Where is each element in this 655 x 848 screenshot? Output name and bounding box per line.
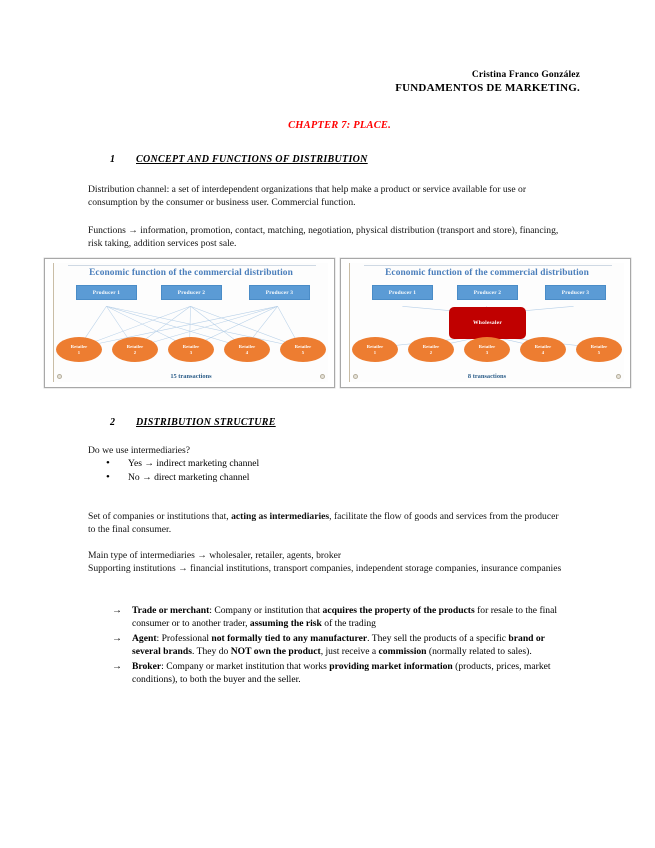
retailer-number: 3 <box>485 349 489 355</box>
list-item: • Yes → indirect marketing channel <box>106 457 546 471</box>
slide-top-rule <box>364 265 612 266</box>
text-run-bold: brand or several brands <box>132 632 545 658</box>
chapter-title: CHAPTER 7: PLACE. <box>288 120 391 131</box>
document-header <box>0 70 580 95</box>
retailer-ellipse-4 <box>520 337 566 362</box>
text-run: : Professional <box>156 632 212 644</box>
paragraph-functions: Functions → information, promotion, contact, matching, negotiation, physical distribution (transport and store), financing, risk taking, addition services post sale. <box>88 225 559 250</box>
slide-corner-dot-left <box>353 374 358 379</box>
arrow-icon: → <box>112 632 122 644</box>
retailer-number: 1 <box>77 349 81 355</box>
term-label: Agent <box>132 632 157 644</box>
producer-box-3: Producer 3 <box>249 285 310 300</box>
retailer-label: Retailer <box>478 343 496 349</box>
section-number-1: 1 <box>110 154 116 165</box>
list-item-trade-or-merchant <box>112 604 570 631</box>
paragraph-distribution-channel: Distribution channel: a set of interdependent organizations that help make a product or service available for use or consumption by the consumer or business user. Commercial function. <box>88 184 527 209</box>
transactions-count-label: 15 transactions <box>170 373 212 380</box>
retailer-number: 1 <box>373 349 377 355</box>
slide-corner-dot-right <box>320 374 325 379</box>
transactions-count-label: 8 transactions <box>467 373 507 380</box>
text-run: (products, prices, market conditions), to both the buyer and the seller. <box>132 660 551 686</box>
arrow-icon: → <box>112 660 122 672</box>
term-body <box>132 633 545 657</box>
retailer-label: Retailer <box>422 343 440 349</box>
term-body <box>132 661 551 685</box>
retailer-label: Retailer <box>590 343 608 349</box>
intermediaries-bullet-list <box>88 457 546 485</box>
diagram-title: Economic function of the commercial distribution <box>385 268 589 278</box>
text-run: of the trading <box>321 618 376 630</box>
retailer-number: 5 <box>301 349 305 355</box>
text-run-bold: acquires the property of the products <box>322 605 475 616</box>
course-title: FUNDAMENTOS DE MARKETING. <box>395 81 580 94</box>
retailer-label: Retailer <box>534 343 552 349</box>
text-run: , just receive a <box>320 646 379 658</box>
diagram-title: Economic function of the commercial distribution <box>89 268 293 278</box>
text-run-bold: commission <box>378 646 427 658</box>
text-run-bold: NOT own the product <box>230 646 321 658</box>
slide-corner-dot-left <box>57 374 62 379</box>
producer-box-2: Producer 2 <box>457 285 518 300</box>
retailer-number: 5 <box>597 349 601 355</box>
author-name: Cristina Franco González <box>471 70 580 80</box>
list-item-broker <box>112 660 570 687</box>
retailer-label: Retailer <box>238 343 256 349</box>
term-label: Broker <box>132 660 162 672</box>
section-heading-2 <box>110 417 276 428</box>
producer-box-1: Producer 1 <box>372 285 433 300</box>
diagram-direct-canvas <box>53 263 328 382</box>
producer-box-3: Producer 3 <box>545 285 606 300</box>
text-run-bold: providing market information <box>329 660 453 672</box>
producer-box-1: Producer 1 <box>76 285 137 300</box>
section-heading-1 <box>110 154 368 165</box>
list-item: • No → direct marketing channel <box>106 471 546 485</box>
producer-box-2: Producer 2 <box>161 285 222 300</box>
retailer-ellipse-4 <box>224 337 270 362</box>
retailer-ellipse-5 <box>576 337 622 362</box>
retailer-label: Retailer <box>126 343 144 349</box>
diagram-direct-distribution <box>44 258 335 388</box>
retailer-ellipse-3 <box>464 337 510 362</box>
retailer-ellipse-1 <box>56 337 102 362</box>
diagram-wholesaler-distribution <box>340 258 631 388</box>
wholesaler-box: Wholesaler <box>449 307 526 339</box>
retailer-label: Retailer <box>70 343 88 349</box>
text-run: . They sell the products of a specific <box>367 632 509 644</box>
term-label: Trade or merchant <box>132 605 210 616</box>
text-run: , facilitate the flow of goods and services from the producer to the final consumer. <box>88 511 559 536</box>
text-run-bold: not formally tied to any manufacturer <box>211 632 368 644</box>
retailer-number: 3 <box>189 349 193 355</box>
list-item-agent <box>112 632 570 659</box>
arrow-icon: → <box>112 605 122 616</box>
slide-top-rule <box>68 265 316 266</box>
retailer-ellipse-1 <box>352 337 398 362</box>
text-run: for resale to the final consumer or to another trader, <box>132 605 558 630</box>
retailer-label: Retailer <box>182 343 200 349</box>
section-title-1: CONCEPT AND FUNCTIONS OF DISTRIBUTION <box>136 154 368 165</box>
retailer-ellipse-3 <box>168 337 214 362</box>
text-run: . They do <box>191 646 231 658</box>
connection-lines <box>54 263 328 382</box>
text-run: Set of companies or institutions that, <box>88 511 232 522</box>
intermediary-types-list <box>112 604 570 687</box>
diagram-wholesaler-canvas <box>349 263 624 382</box>
paragraph-main-type: Main type of intermediaries → wholesaler, retailer, agents, broker <box>88 550 342 561</box>
retailer-label: Retailer <box>366 343 384 349</box>
retailer-label: Retailer <box>294 343 312 349</box>
paragraph-intermediaries-question: Do we use intermediaries? <box>88 445 191 456</box>
paragraph-supporting-institutions: Supporting institutions → financial institutions, transport companies, independent storage companies, insurance companies <box>88 563 562 574</box>
retailer-number: 4 <box>541 349 545 355</box>
section-number-2: 2 <box>110 417 116 428</box>
retailer-ellipse-5 <box>280 337 326 362</box>
retailer-ellipse-2 <box>112 337 158 362</box>
text-run-bold: assuming the risk <box>249 618 322 630</box>
paragraph-set-of-companies <box>88 510 566 536</box>
retailer-number: 2 <box>429 349 433 355</box>
section-title-2: DISTRIBUTION STRUCTURE <box>136 417 276 428</box>
text-run: : Company or market institution that works <box>161 660 330 672</box>
slide-corner-dot-right <box>616 374 621 379</box>
text-run: : Company or institution that <box>209 605 323 616</box>
text-run: (normally related to sales). <box>426 646 532 658</box>
retailer-number: 2 <box>133 349 137 355</box>
text-run-bold: acting as intermediaries <box>231 511 330 522</box>
retailer-number: 4 <box>245 349 249 355</box>
retailer-ellipse-2 <box>408 337 454 362</box>
